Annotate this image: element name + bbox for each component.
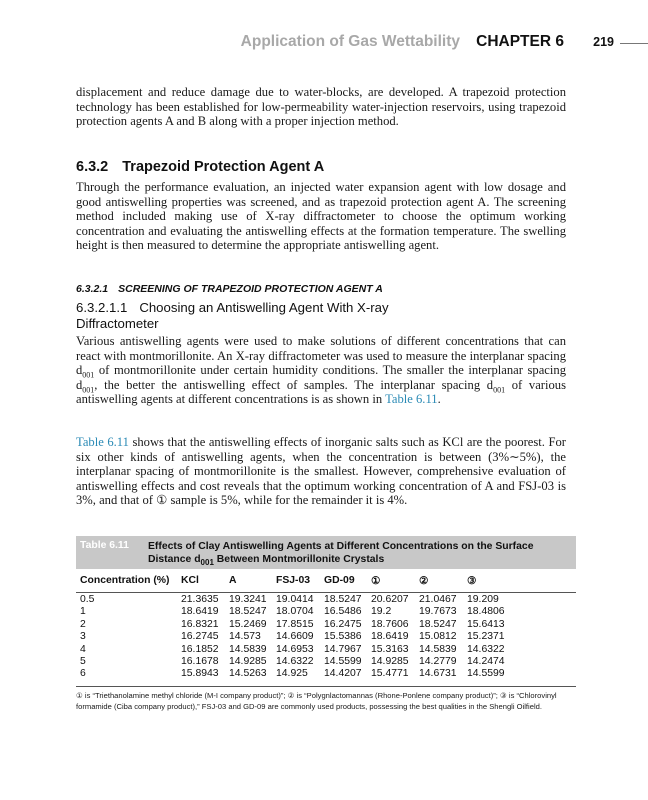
table-cell: 18.0704 xyxy=(276,606,314,618)
table-cell: 15.0812 xyxy=(419,631,457,643)
table-cell: 15.5386 xyxy=(324,631,362,643)
table-cell: 16.1852 xyxy=(181,643,219,655)
table-cell: 14.5599 xyxy=(324,655,362,667)
table-bottom-rule xyxy=(76,686,576,687)
table-cell: 18.5247 xyxy=(324,594,362,605)
subsection-number: 6.3.2.1 xyxy=(76,283,109,295)
text-run: Various antiswelling agents were used to make solutions of different concentrations that can react with montmorillonite. An X-ray diffractometer was used to measure the interplanar spacing d xyxy=(76,334,566,378)
table-row xyxy=(76,594,576,606)
text-run: shows that the antiswelling effects of inorganic salts such as KCl are the poorest. For six other kinds of antiswelling agents, when the concentration is between (3%∼5%), the interplanar spacing of montmorillonite is the smallest. However, comprehensive evaluation of antiswelling effects and cost reveals that the optimum working concentration of A and FSJ-03 is 3%, and that of ① sample is 5%, while for the remainder it is 4%. xyxy=(76,435,566,508)
table-cell: 14.6731 xyxy=(419,668,457,680)
table-cell: 19.0414 xyxy=(276,594,314,605)
paragraph-xray-method xyxy=(76,334,566,407)
text-run: Effects of Clay Antiswelling Agents at Different Concentrations on the Surface Distance d xyxy=(148,541,534,565)
subsubsection-title: Choosing an Antiswelling Agent With X-ray Diffractometer xyxy=(76,300,389,331)
table-cell: 20.6207 xyxy=(371,594,409,605)
table-cell: 14.573 xyxy=(229,631,261,643)
column-header: ① xyxy=(371,576,381,587)
table-cell: 14.4207 xyxy=(324,668,362,680)
table-row xyxy=(76,644,576,656)
paragraph-text xyxy=(76,334,566,407)
column-header: KCl xyxy=(181,575,199,586)
table-cell: 14.6322 xyxy=(467,643,505,655)
paragraph-results xyxy=(76,435,566,508)
table-cell: 14.6609 xyxy=(276,631,314,643)
table-cell: 16.2745 xyxy=(181,631,219,643)
table-cell: 14.925 xyxy=(276,668,308,680)
table-cell: 14.7967 xyxy=(324,643,362,655)
subscript: 001 xyxy=(200,558,214,568)
table-cell: 14.9285 xyxy=(229,655,267,667)
text-run: . xyxy=(437,392,441,407)
table-cell: 15.4771 xyxy=(371,668,409,680)
table-cell: 18.6419 xyxy=(181,606,219,618)
table-cell: 18.4806 xyxy=(467,606,505,618)
table-cell: 14.5839 xyxy=(419,643,457,655)
table-cell: 19.3241 xyxy=(229,594,267,605)
subscript: 001 xyxy=(82,370,95,380)
table-cell: 4 xyxy=(80,643,86,655)
table-row xyxy=(76,606,576,618)
table-cell: 14.5263 xyxy=(229,668,267,680)
column-header: Concentration (%) xyxy=(80,575,170,586)
table-row xyxy=(76,619,576,631)
table-cell: 18.6419 xyxy=(371,631,409,643)
table-cell: 6 xyxy=(80,668,86,680)
table-cell: 16.5486 xyxy=(324,606,362,618)
table-cell: 1 xyxy=(80,606,86,618)
column-header: ② xyxy=(419,576,429,587)
table-cell: 3 xyxy=(80,631,86,643)
text-run: of various antiswelling agents at different concentrations is as shown in xyxy=(76,377,566,407)
table-header-row xyxy=(76,570,576,593)
table-row xyxy=(76,656,576,668)
table-row xyxy=(76,631,576,643)
section-heading-6-3-2 xyxy=(76,159,324,175)
table-6-11-link[interactable]: Table 6.11 xyxy=(385,392,438,407)
table-cell: 15.8943 xyxy=(181,668,219,680)
table-label: Table 6.11 xyxy=(80,540,129,551)
text-run: , the better the antiswelling effect of samples. The interplanar spacing d xyxy=(94,377,494,392)
table-cell: 14.6953 xyxy=(276,643,314,655)
table-body xyxy=(76,594,576,681)
table-cell: 19.209 xyxy=(467,594,499,605)
table-footnote: ① is “Triethanolamine methyl chloride (M-I company product)”; ② is “Polygnlactomannas (Rhone-Ponlene company product)”; ③ is “Chlorovinyl formamide (Ciba company product),” FSJ-03 and GD-09 are commonly used products, possessing the best qualities in the Shengli Oilfield. xyxy=(76,691,557,711)
table-cell: 16.8321 xyxy=(181,618,219,630)
subscript: 001 xyxy=(82,385,95,395)
table-cell: 16.2475 xyxy=(324,618,362,630)
table-cell: 14.5599 xyxy=(467,668,505,680)
subsection-title: SCREENING OF TRAPEZOID PROTECTION AGENT A xyxy=(118,283,383,295)
table-cell: 14.5839 xyxy=(229,643,267,655)
header-rule xyxy=(620,43,648,44)
table-title xyxy=(148,540,568,566)
table-cell: 15.6413 xyxy=(467,618,505,630)
section-number: 6.3.2 xyxy=(76,159,109,175)
text-run: of montmorillonite under certain humidity conditions. The smaller the interplanar spacing d xyxy=(76,363,566,392)
running-head-chapter: CHAPTER 6 xyxy=(476,33,564,50)
table-cell: 14.2474 xyxy=(467,655,505,667)
section-title: Trapezoid Protection Agent A xyxy=(122,159,325,175)
running-head xyxy=(0,33,648,53)
page-number: 219 xyxy=(593,35,614,49)
column-header: ③ xyxy=(467,576,477,587)
table-cell: 21.0467 xyxy=(419,594,457,605)
table-cell: 19.2 xyxy=(371,606,392,618)
table-cell: 19.7673 xyxy=(419,606,457,618)
table-cell: 17.8515 xyxy=(276,618,314,630)
subscript: 001 xyxy=(493,385,506,395)
table-cell: 2 xyxy=(80,618,86,630)
table-cell: 15.2371 xyxy=(467,631,505,643)
table-caption xyxy=(76,536,576,569)
table-cell: 18.7606 xyxy=(371,618,409,630)
table-cell: 16.1678 xyxy=(181,655,219,667)
column-header: FSJ-03 xyxy=(276,575,311,586)
paragraph-text: displacement and reduce damage due to water-blocks, are developed. A trapezoid protection technology has been established for low-permeability water-injection reservoirs, using trapezoid protection agents A and B along with a proper injection method. xyxy=(76,85,566,129)
running-head-title: Application of Gas Wettability xyxy=(240,33,460,50)
table-6-11-link[interactable]: Table 6.11 xyxy=(76,435,129,449)
subsubsection-number: 6.3.2.1.1 xyxy=(76,300,128,315)
paragraph-text xyxy=(76,435,566,508)
column-header: GD-09 xyxy=(324,575,355,586)
paragraph-intro xyxy=(76,85,566,129)
table-cell: 15.2469 xyxy=(229,618,267,630)
table-cell: 0.5 xyxy=(80,594,95,605)
table-cell: 5 xyxy=(80,655,86,667)
table-cell: 14.9285 xyxy=(371,655,409,667)
subsubsection-heading-6-3-2-1-1 xyxy=(76,300,436,332)
table-cell: 18.5247 xyxy=(229,606,267,618)
text-run: Between Montmorillonite Crystals xyxy=(213,554,385,565)
paragraph-text: Through the performance evaluation, an injected water expansion agent with low dosage and good antiswelling properties was screened, and as trapezoid protection agent A. The screening method included making use of X-ray diffractometer to choose the optimum working concentration and evaluating the antiswelling effects at the formation temperature. The swelling height is then measured to determine the appropriate antiswelling agent. xyxy=(76,180,566,253)
table-cell: 15.3163 xyxy=(371,643,409,655)
subsection-heading-6-3-2-1 xyxy=(76,283,383,295)
table-cell: 14.6322 xyxy=(276,655,314,667)
table-cell: 18.5247 xyxy=(419,618,457,630)
column-header: A xyxy=(229,575,237,586)
table-cell: 21.3635 xyxy=(181,594,219,605)
table-cell: 14.2779 xyxy=(419,655,457,667)
table-row xyxy=(76,668,576,680)
paragraph-agent-a xyxy=(76,180,566,253)
